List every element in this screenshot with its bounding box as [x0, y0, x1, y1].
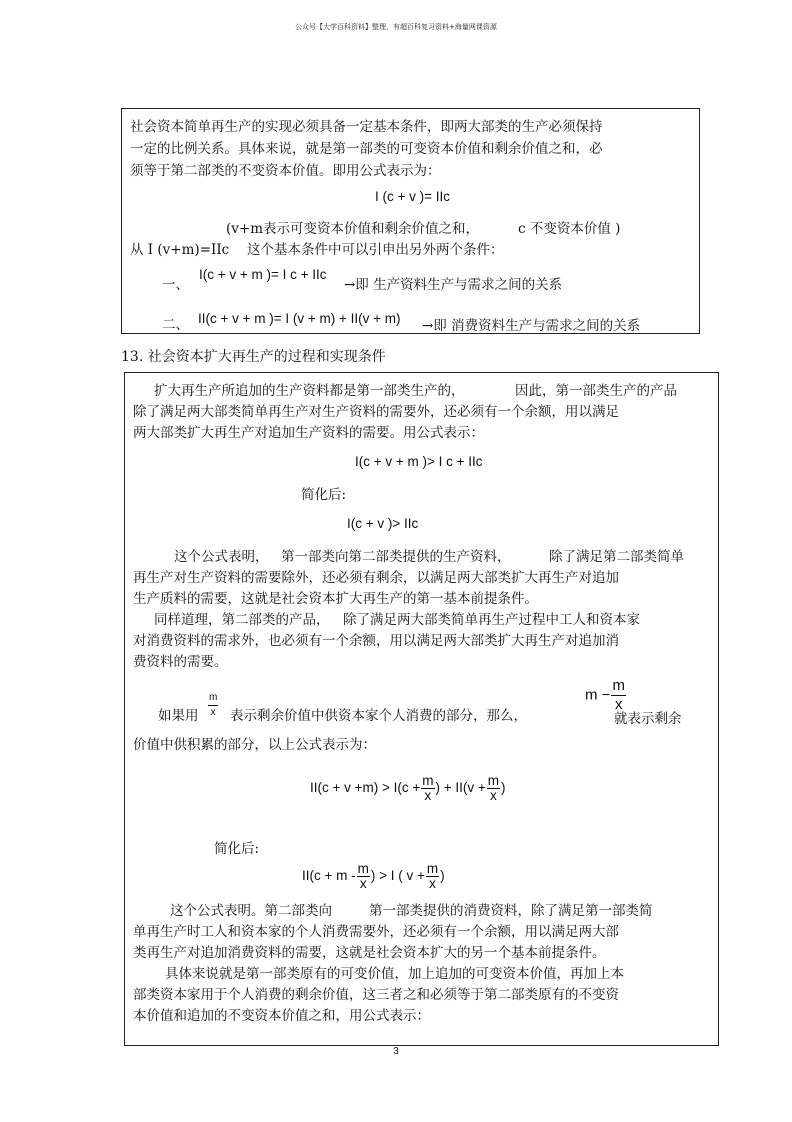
expanded-reproduction-box [124, 372, 719, 1046]
paragraph-line: 同样道理，第二部类的产品， [154, 612, 330, 628]
paragraph-line: 生产质料的需要，这就是社会资本扩大再生产的第一基本前提条件。 [133, 591, 538, 607]
formula-inequality-1: I(c + v + m )> I c + IIc [355, 454, 483, 469]
paragraph-line: 单再生产时工人和资本家的个人消费需要外，还必须有一个余额，用以满足两大部 [133, 924, 619, 940]
fraction-m-over-x: $\frac{m}{x}$ [209, 692, 218, 718]
condition-2-text: →即 消费资料生产与需求之间的关系 [422, 318, 641, 334]
derivation-intro: 这个基本条件中可以引申出另外两个条件： [247, 242, 504, 258]
section-heading: 13. 社会资本扩大再生产的过程和实现条件 [121, 349, 386, 365]
page-number: 3 [393, 1046, 399, 1057]
simplify-label: 简化后: [214, 841, 260, 857]
formula-inequality-3: II(c + v +m) > I(c + $\frac{m}{x}$ ) + II(v + $\frac{m}{x}$ ) [310, 773, 506, 803]
formula-basic-condition: I (c + v )= IIc [375, 189, 451, 204]
formula-inequality-4: II(c + m - $\frac{m}{x}$ ) > I ( v + $\frac{m}{x}$ ) [302, 861, 445, 891]
simple-reproduction-box [121, 108, 700, 334]
condition-1-formula: I(c + v + m )= I c + IIc [199, 267, 327, 282]
condition-1-label: 一、 [162, 277, 189, 293]
paragraph-line: 费资料的需要。 [133, 654, 228, 670]
paragraph-line: 价值中供积累的部分，以上公式表示为： [133, 737, 376, 753]
formula-note: (v+m表示可变资本价值和剩余价值之和， [226, 221, 480, 237]
formula-note: c 不变资本价值 ) [518, 221, 621, 237]
paragraph-line: 第一部类提供的消费资料，除了满足第一部类简 [369, 903, 653, 919]
formula-inequality-2: I(c + v )> IIc [347, 516, 419, 531]
paragraph-line: 一定的比例关系。具体来说，就是第一部类的可变资本价值和剩余价值之和，必 [130, 141, 603, 157]
paragraph-line: 本价值和追加的不变资本价值之和，用公式表示： [133, 1008, 430, 1024]
condition-2-label: 二、 [162, 317, 189, 333]
paragraph-line: 这个公式表明。第二部类向 [170, 903, 332, 919]
condition-2-formula: II(c + v + m )= I (v + m) + II(v + m) [198, 311, 401, 326]
paragraph-line: 对消费资料的需求外，也必须有一个余额，用以满足两大部类扩大再生产对追加消 [133, 633, 619, 649]
paragraph-line: 两大部类扩大再生产对追加生产资料的需要。用公式表示： [133, 425, 484, 441]
paragraph-line: 再生产对生产资料的需要除外，还必须有剩余，以满足两大部类扩大再生产对追加 [133, 570, 619, 586]
paragraph-line: 部类资本家用于个人消费的剩余价值，这三者之和必须等于第二部类原有的不变资 [133, 987, 619, 1003]
paragraph-line: 类再生产对追加消费资料的需要，这就是社会资本扩大的另一个基本前提条件。 [133, 945, 606, 961]
paragraph-line: 社会资本简单再生产的实现必须具备一定基本条件，即两大部类的生产必须保持 [130, 119, 603, 135]
paragraph-line: 除了满足两大部类简单再生产对生产资料的需要外，还必须有一个余额，用以满足 [133, 404, 619, 420]
condition-1-text: →即 生产资料生产与需求之间的关系 [344, 277, 563, 293]
derivation-intro: 从 I (v+m)=IIc [130, 242, 230, 258]
expression-m-minus-m-over-x: m − $\frac{m}{x}$ [585, 677, 625, 713]
page-header: 公众号【大学百科资料】整理，有超百科复习资料+海量网课资源 [295, 23, 497, 31]
paragraph-line: 因此，第一部类生产的产品 [515, 383, 677, 399]
simplify-label: 简化后: [301, 487, 347, 503]
paragraph-line: 表示剩余价值中供资本家个人消费的部分，那么， [230, 708, 527, 724]
paragraph-line: 这个公式表明， [174, 549, 269, 565]
paragraph-line: 如果用 [158, 708, 199, 724]
paragraph-line: 就表示剩余 [614, 711, 682, 727]
paragraph-line: 扩大再生产所追加的生产资料都是第一部类生产的， [154, 383, 465, 399]
paragraph-line: 须等于第二部类的不变资本价值。即用公式表示为： [130, 163, 441, 179]
paragraph-line: 除了满足两大部类简单再生产过程中工人和资本家 [343, 612, 640, 628]
paragraph-line: 具体来说就是第一部类原有的可变价值，加上追加的可变资本价值，再加上本 [165, 966, 624, 982]
paragraph-line: 第一部类向第二部类提供的生产资料， [281, 549, 511, 565]
paragraph-line: 除了满足第二部类简单 [549, 549, 684, 565]
